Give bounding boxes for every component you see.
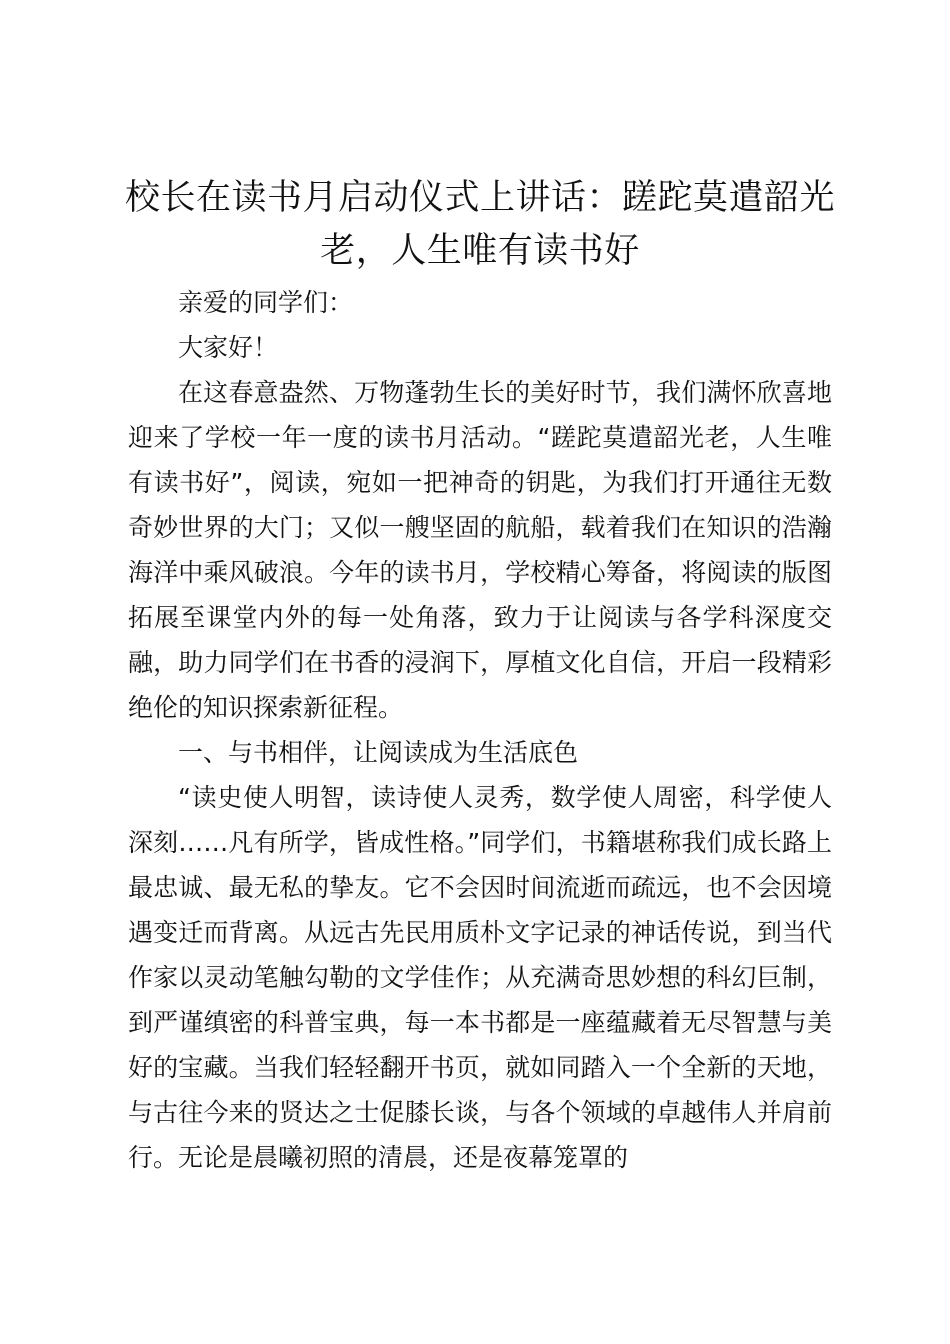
section-paragraph: “读史使人明智，读诗使人灵秀，数学使人周密，科学使人深刻……凡有所学，皆成性格。”同学们，书籍堪称我们成长路上最忠诚、最无私的挚友。它不会因时间流逝而疏远，也不会因境遇变迁而背离。从远古先民用质朴文字记录的神话传说，到当代作家以灵动笔触勾勒的文学佳作；从充满奇思妙想的科幻巨制，到严谨缜密的科普宝典，每一本书都是一座蕴藏着无尽智慧与美好的宝藏。当我们轻轻翻开书页，就如同踏入一个全新的天地，与古往今来的贤达之士促膝长谈，与各个领域的卓越伟人并肩前行。无论是晨曦初照的清晨，还是夜幕笼罩的: [128, 783, 832, 1172]
intro-paragraph: 在这春意盎然、万物蓬勃生长的美好时节，我们满怀欣喜地迎来了学校一年一度的读书月活动。“蹉跎莫遣韶光老，人生唯有读书好”，阅读，宛如一把神奇的钥匙，为我们打开通往无数奇妙世界的大门；又似一艘坚固的航船，载着我们在知识的浩瀚海洋中乘风破浪。今年的读书月，学校精心筹备，将阅读的版图拓展至课堂内外的每一处角落，致力于让阅读与各学科深度交融，助力同学们在书香的浸润下，厚植文化自信，开启一段精彩绝伦的知识探索新征程。: [128, 378, 832, 722]
document-body: [128, 280, 832, 1180]
salutation: 亲爱的同学们：: [178, 288, 354, 317]
greeting: 大家好！: [178, 333, 279, 362]
document-title: 校长在读书月启动仪式上讲话：蹉跎莫遣韶光老，人生唯有读书好: [124, 178, 835, 271]
section-heading: 一、与书相伴，让阅读成为生活底色: [178, 738, 579, 767]
